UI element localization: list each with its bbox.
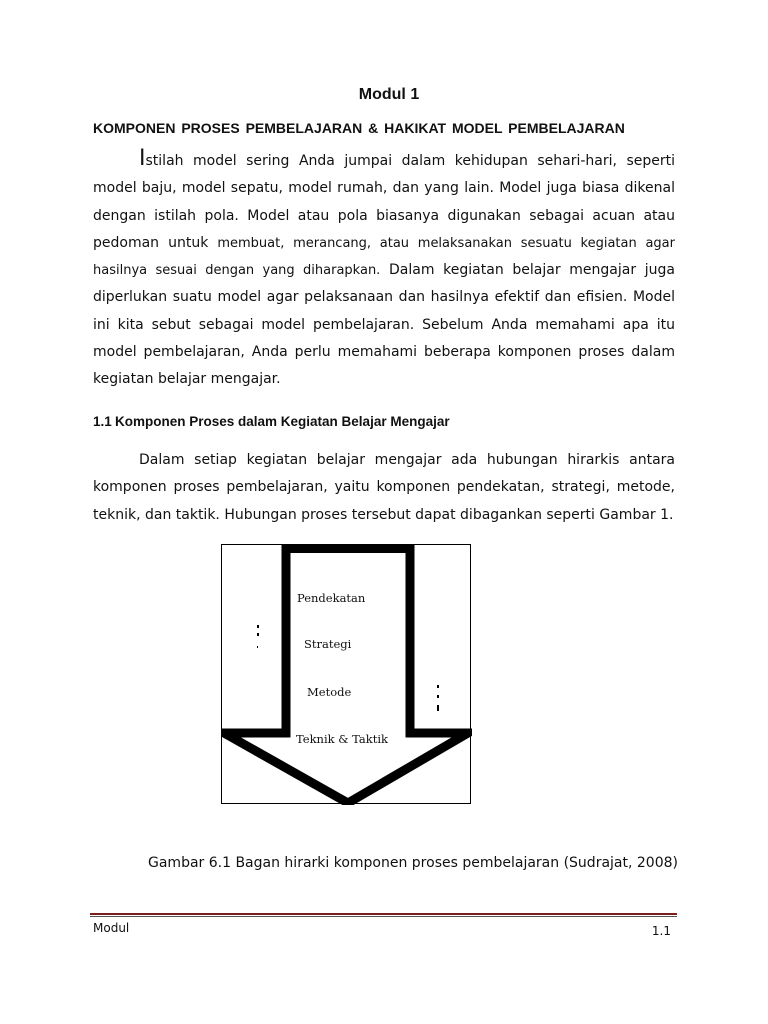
figure-caption: Gambar 6.1 Bagan hirarki komponen proses pembelajaran (Sudrajat, 2008) (148, 855, 678, 871)
hierarchy-arrow-diagram (222, 545, 472, 805)
down-arrow-shape (224, 545, 468, 803)
intro-body-b: Dalam kegiatan belajar mengajar juga diperlukan suatu model agar pelaksanaan dan hasilnya efektif dan efisien. Model ini kita sebut sebagai model pembelajaran. Sebelum Anda memahami apa itu model pembelajaran, Anda perlu memahami beberapa komponen proses dalam kegiatan belajar mengajar. (93, 262, 675, 388)
hierarchy-body: komponen proses pembelajaran, yaitu komponen pendekatan, strategi, metode, teknik, dan taktik. Hubungan proses tersebut dapat dibagankan seperti Gambar 1. (93, 479, 675, 523)
label-metode: Metode (307, 685, 352, 699)
chapter-heading: KOMPONEN PROSES PEMBELAJARAN & HAKIKAT MODEL PEMBELAJARAN (93, 120, 625, 136)
page-title: Modul 1 (358, 86, 420, 103)
section-heading (93, 414, 450, 429)
label-pendekatan: Pendekatan (297, 591, 366, 605)
intro-small-run: membuat, merancang, atau melaksanakan sesuatu kegiatan agar hasilnya sesuai dengan yang diharapkan. (93, 235, 675, 279)
footer-left-text: Modul (93, 921, 130, 935)
hierarchy-paragraph (93, 447, 675, 529)
drop-initial: I (139, 146, 146, 171)
figure-box (221, 544, 471, 804)
section-title: Komponen Proses dalam Kegiatan Belajar Mengajar (115, 414, 450, 429)
footer-rule-thick (90, 913, 677, 915)
intro-paragraph (93, 148, 675, 394)
footer-rule-thin (90, 916, 677, 917)
right-margin-marks (437, 685, 439, 711)
section-number: 1.1 (93, 414, 112, 429)
left-margin-dots (257, 625, 259, 648)
label-strategi: Strategi (304, 637, 352, 651)
label-teknik-taktik: Teknik & Taktik (296, 732, 389, 746)
intro-body-a: model baju, model sepatu, model rumah, dan yang lain. Model juga biasa dikenal dengan istilah pola. Model atau pola biasanya digunakan sebagai acuan atau pedoman untuk (93, 180, 675, 251)
hierarchy-first-line: Dalam setiap kegiatan belajar mengajar ada hubungan hirarkis antara (139, 452, 675, 468)
arrow-top-band (286, 545, 410, 553)
intro-first-line (93, 148, 675, 175)
footer-page-number: 1.1 (651, 924, 671, 938)
intro-line1-text: stilah model sering Anda jumpai dalam kehidupan sehari-hari, seperti (145, 153, 675, 169)
